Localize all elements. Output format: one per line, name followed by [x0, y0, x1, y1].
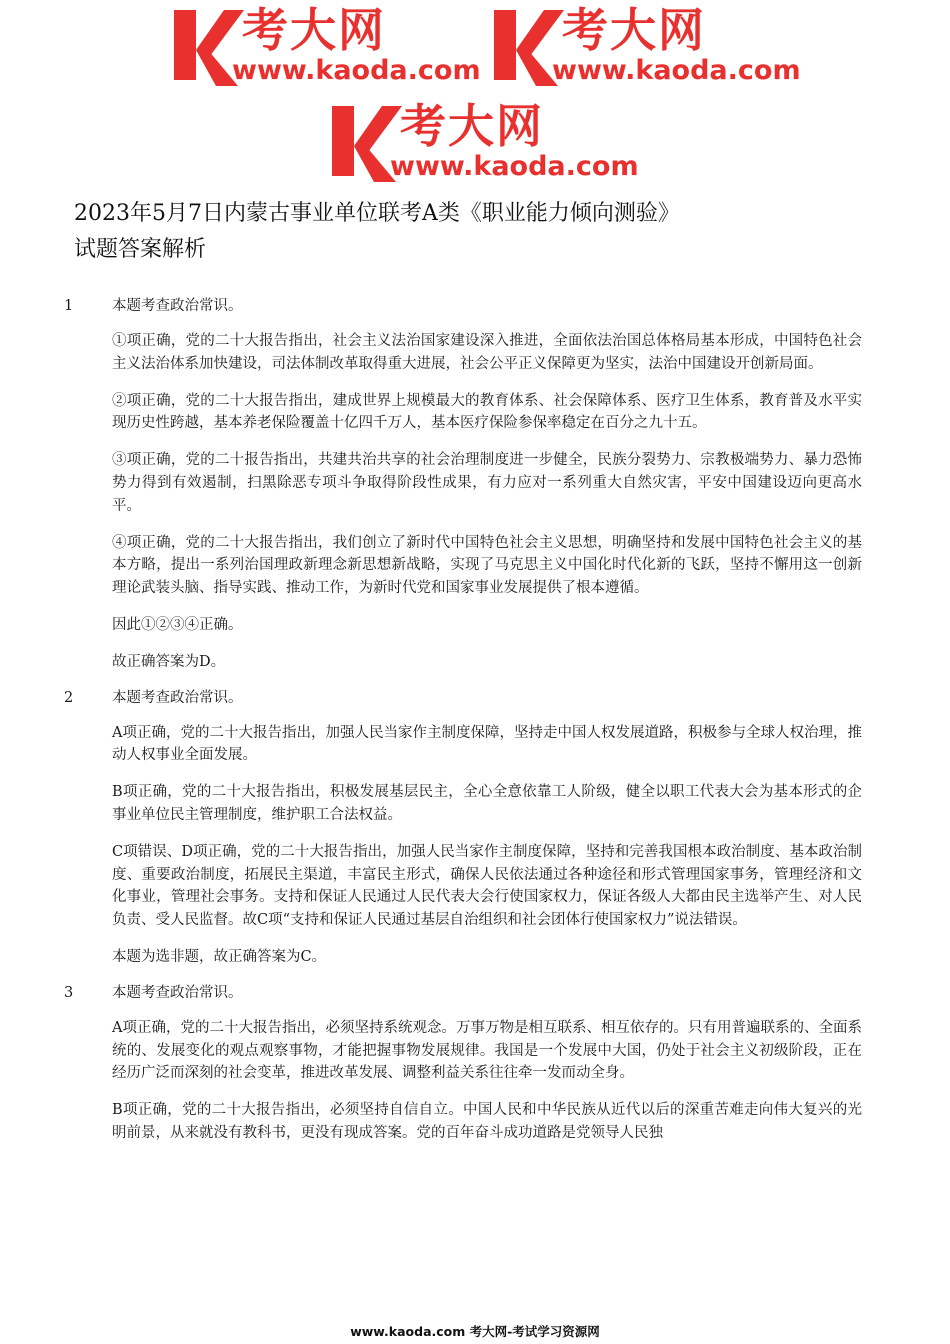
explanation-paragraph: B项正确，党的二十大报告指出，必须坚持自信自立。中国人民和中华民族从近代以后的深重苦难走向伟大复兴的光明前景，从来就没有教科书，更没有现成答案。党的百年奋斗成功道路是党领导人民独 — [112, 1102, 862, 1141]
explanation-paragraph: C项错误、D项正确，党的二十大报告指出，加强人民当家作主制度保障，坚持和完善我国根本政治制度、基本政治制度、重要政治制度，拓展民主渠道，丰富民主形式，确保人民依法通过各种途径和形式管理国家事务，管理经济和文化事业，管理社会事务。支持和保证人民通过人民代表大会行使国家权力，保证各级人大都由民主选举产生、对人民负责、受人民监督。故C项“支持和保证人民通过基层自治组织和社会团体行使国家权力”说法错误。 — [112, 843, 862, 929]
kaoda-logo — [492, 3, 812, 88]
page-footer: www.kaoda.com 考大网-考试学习资源网 — [350, 1324, 600, 1339]
explanation-paragraph: ④项正确，党的二十大报告指出，我们创立了新时代中国特色社会主义思想，明确坚持和发展中国特色社会主义的基本方略，提出一系列治国理政新理念新思想新战略，实现了马克思主义中国化时代化新的飞跃，坚持不懈用这一创新理论武装头脑、指导实践、推动工作，为新时代党和国家事业发展提供了根本遵循。 — [112, 534, 862, 597]
explanation-paragraph: ①项正确，党的二十大报告指出，社会主义法治国家建设深入推进，全面依法治国总体格局基本形成，中国特色社会主义法治体系加快建设，司法体制改革取得重大进展，社会公平正义保障更为坚实，法治中国建设开创新局面。 — [112, 333, 862, 372]
title-line-1: 2023年5月7日内蒙古事业单位联考A类《职业能力倾向测验》 — [74, 201, 680, 226]
question-header — [0, 296, 950, 316]
question-3 — [0, 983, 950, 1145]
question-number: 3 — [64, 984, 74, 1001]
question-2 — [0, 688, 950, 969]
question-header — [0, 688, 950, 708]
logo-chinese-name: 考大网 — [400, 99, 544, 153]
question-number: 1 — [64, 298, 74, 314]
title-line-2: 试题答案解析 — [74, 237, 207, 262]
explanation-paragraph: B项正确，党的二十大报告指出，积极发展基层民主，全心全意依靠工人阶级，健全以职工代表大会为基本形式的企事业单位民主管理制度，维护职工合法权益。 — [112, 784, 862, 823]
logo-url: www.kaoda.com — [552, 55, 801, 86]
answer-line: 本题为选非题，故正确答案为C。 — [112, 948, 327, 965]
question-topic: 本题考查政治常识。 — [112, 689, 243, 706]
question-topic: 本题考查政治常识。 — [112, 984, 243, 1001]
explanation-paragraph: A项正确，党的二十大报告指出，加强人民当家作主制度保障，坚持走中国人权发展道路，积极参与全球人权治理，推动人权事业全面发展。 — [112, 724, 862, 764]
question-1 — [0, 296, 950, 674]
explanation-paragraph: 因此①②③④正确。 — [112, 616, 243, 633]
logo-chinese-name: 考大网 — [242, 3, 386, 57]
kaoda-logo — [330, 99, 650, 184]
explanation-paragraph: A项正确，党的二十大报告指出，必须坚持系统观念。万事万物是相互联系、相互依存的。只有用普遍联系的、全面系统的、发展变化的观点观察事物，才能把握事物发展规律。我国是一个发展中大国，仍处于社会主义初级阶段，正在经历广泛而深刻的社会变革，推进改革发展、调整利益关系往往牵一发而动全身。 — [112, 1019, 862, 1082]
document-title — [74, 196, 874, 268]
question-header — [0, 983, 950, 1003]
logo-url: www.kaoda.com — [390, 151, 639, 182]
explanation-paragraph: ③项正确，党的二十报告指出，共建共治共享的社会治理制度进一步健全，民族分裂势力、宗教极端势力、暴力恐怖势力得到有效遏制，扫黑除恶专项斗争取得阶段性成果，有力应对一系列重大自然灾害，平安中国建设迈向更高水平。 — [112, 452, 862, 514]
question-topic: 本题考查政治常识。 — [112, 298, 243, 314]
kaoda-logo — [172, 3, 492, 88]
logo-chinese-name: 考大网 — [562, 3, 706, 57]
logo-url: www.kaoda.com — [232, 55, 481, 86]
question-number: 2 — [64, 689, 74, 706]
answer-explanations — [0, 296, 950, 1159]
explanation-paragraph: ②项正确，党的二十大报告指出，建成世界上规模最大的教育体系、社会保障体系、医疗卫生体系，教育普及水平实现历史性跨越，基本养老保险覆盖十亿四千万人，基本医疗保险参保率稳定在百分之九十五。 — [112, 392, 862, 432]
answer-line: 故正确答案为D。 — [112, 653, 226, 670]
